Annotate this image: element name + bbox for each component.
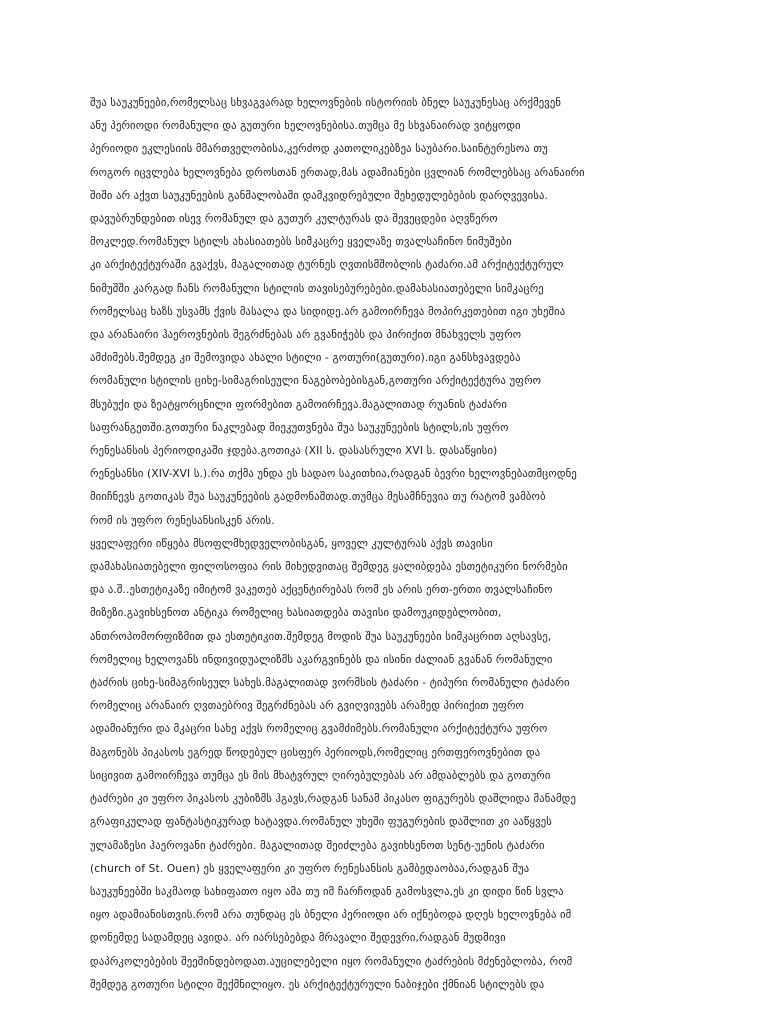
text-line: ანთროპომორფიზმით და ესთეტიკით.შემდეგ მოდის შუა საუკუნეები სიმკაცრით აღსავსე, xyxy=(90,630,552,643)
text-line: მაგონებს პიკასოს ეგრედ წოდებულ ცისფერ პერიოდს,რომელიც ერთფეროვნებით და xyxy=(90,746,541,759)
text-line: პერიოდი ეკლესიის მმართველობისა,კერძოდ კათოლიკებზეა საუბარი.საინტერესოა თუ xyxy=(90,143,548,156)
text-line: მოკლედ.რომანულ სტილს ახასიათებს სიმკაცრე ყველაზე თვალსაჩინო ნიმუშები xyxy=(90,236,512,249)
text-line: შუა საუკუნეები,რომელსაც სხვაგვარად ხელოვნების ისტორიის ბნელ საუკუნესაც არქმევენ xyxy=(90,97,562,109)
text-line: ტაძრები კი უფრო პიკასოს კუბიზმს ჰგავს,რადგან სანამ პიკასო ფიგურებს დაშლიდა მანამდე xyxy=(90,793,576,806)
text-line: გრაფიკულად ფანტასტიკურად ხატავდა.რომანულ უხეში ფუგურების დაშლით კი ააწყვეს xyxy=(90,816,552,829)
text-line: რენესანსი (XIV-XVI ს.).რა თქმა უნდა ეს სადაო საკითხია,რადგან ბევრი ხელოვნებათმცოდნე xyxy=(90,468,577,481)
text-line: ყველაფერი იწყება მსოფლმხედველობისგან, ყოველ კულტურას აქვს თავისი xyxy=(90,537,493,550)
text-line: ნიმუშში კარგად ჩანს რომანული სტილის თავისებურებები.დამახასიათებელი სიმკაცრე xyxy=(90,282,544,295)
text-line: მიზეზი.გავიხსენოთ ანტიკა რომელიც ხასიათდება თავისი დამოუკიდებლობით, xyxy=(90,607,502,620)
text-line: ანუ პერიოდი რომანული და გუთური ხელოვნებისა.თუმცა მე სხვანაირად ვიტყოდი xyxy=(90,120,521,133)
text-line: შიში არ აქვთ საუკუნეების განმალობაში დამკვიდრებული შეხედულებების დარღვევისა. xyxy=(90,189,549,202)
text-line: სიცივით გამოირჩევა თუმცა ეს მის მხატვრულ ღირებულებას არ ამდაბლებს და გოთური xyxy=(90,769,551,782)
text-line: დავუბრუნდებით ისევ რომანულ და გუთურ კულტურას და შევეცდები აღვწერო xyxy=(90,213,498,226)
text-line: და ა.შ..ესთეტიკაზე იმიტომ ვაკეთებ აქცენტირებას რომ ეს არის ერთ-ერთი თვალსაჩინო xyxy=(90,584,553,597)
text-line: მსუბუქი და ზეატყორცნილი ფორმებით გამოირჩევა.მაგალითად რუანის ტაძარი xyxy=(90,398,507,411)
text-line: საუკუნეებში საკმაოდ სახიფათო იყო ამა თუ იმ ჩარჩოდან გამოსვლა,ეს კი დიდი წინ სვლა xyxy=(90,885,564,898)
text-line: რომელსაც ხაზს უსვამს ქვის მასალა და სიდიდე.არ გამოირჩევა მოპირკეთებით იგი უხეშია xyxy=(90,305,566,318)
text-line: (church of St. Ouen) ეს ყველაფერი კი უფრო რენესანსის გამბედაობაა,რადგან შუა xyxy=(90,862,530,875)
text-line: შემდეგ გოთური სტილი შექმნილიყო. ეს არქიტექტურული ნაბიჯები ქმნიან სტილებს და xyxy=(90,978,545,991)
text-line: მიიჩნევს გოთიკას შუა საუკუნეების გადმონაშთად.თუმცა მესამჩნევია თუ რატომ ვამბობ xyxy=(90,491,546,504)
text-line: რომელიც ხელოვანს ინდივიდუალიზმს აკარგვინებს და ისინი ძალიან გვანან რომანული xyxy=(90,653,553,666)
text-line: ტაძრის ციხე-სიმაგრისეულ სახეს.მაგალითად ვორმსის ტაძარი - ტიპური რომანული ტაძარი xyxy=(90,677,570,690)
text-line: საფრანგეთში.გოთური ნაკლებად მიეკუთვნება შუა საუკუნეების სტილს,ის უფრო xyxy=(90,421,509,434)
text-line: დამახასიათებელი ფილოსოფია რის მიხედვითაც შემდეგ ყალიბდება ესთეტიკური ნორმები xyxy=(90,561,568,574)
text-line: დაპრკოლებების შეეშინდებოდათ.აუცილებელი იყო რომანული ტაძრების მძენებლობა, რომ xyxy=(90,955,573,968)
text-line: რომ ის უფრო რენესანსისკენ არის. xyxy=(90,514,275,527)
text-line: როგორ იცვლება ხელოვნება დროსთან ერთად,მას ადამიანები ცვლიან რომლებსაც არანაირი xyxy=(90,166,585,179)
text-line: ულამაზესი ჰაეროვანი ტაძრები. მაგალითად შეიძლება გავიხსენოთ სენტ-უენის ტაძარი xyxy=(90,839,545,852)
text-line: ადამიანური და მკაცრი სახე აქვს რომელიც გვამძიმებს.რომანული არქიტექტურა უფრო xyxy=(90,723,548,736)
text-line: იყო ადამიანისთვის.რომ არა თუნდაც ეს ბნელი პერიოდი არ იქნებოდა დღეს ხელოვნება იმ xyxy=(90,909,572,922)
text-line: რენესანსის პერიოდიკაში ჯდება.გოთიკა (XII ს. დასასრული XVI ს. დასაწყისი) xyxy=(90,445,498,458)
text-line: დონემდე სადამდეც ავიდა. არ იარსებებდა მრავალი შედევრი,რადგან მუდმივი xyxy=(90,932,506,945)
text-line: კი არქიტექტურაში გვაქვს, მაგალითად ტურნეს ღვთისმშობლის ტაძარი.ამ არქიტექტურულ xyxy=(90,259,564,272)
text-line: რომელიც არანაირ ღვთაებრივ შეგრძნებას არ გვიღვივებს არამედ პირიქით უფრო xyxy=(90,700,525,713)
body-text xyxy=(90,92,682,997)
text-line: ამძიმებს.შემდეგ კი შემოვიდა ახალი სტილი - გოთური(გუთური).იგი განსხვავდება xyxy=(90,352,521,365)
text-line: და არანაირი ჰაეროვნების შეგრძნებას არ გვანიჭებს და პირიქით მნახველს უფრო xyxy=(90,329,522,342)
text-line: რომანული სტილის ციხე-სიმაგრისეული ნაგებობებისგან,გოთური არქიტექტურა უფრო xyxy=(90,375,542,388)
